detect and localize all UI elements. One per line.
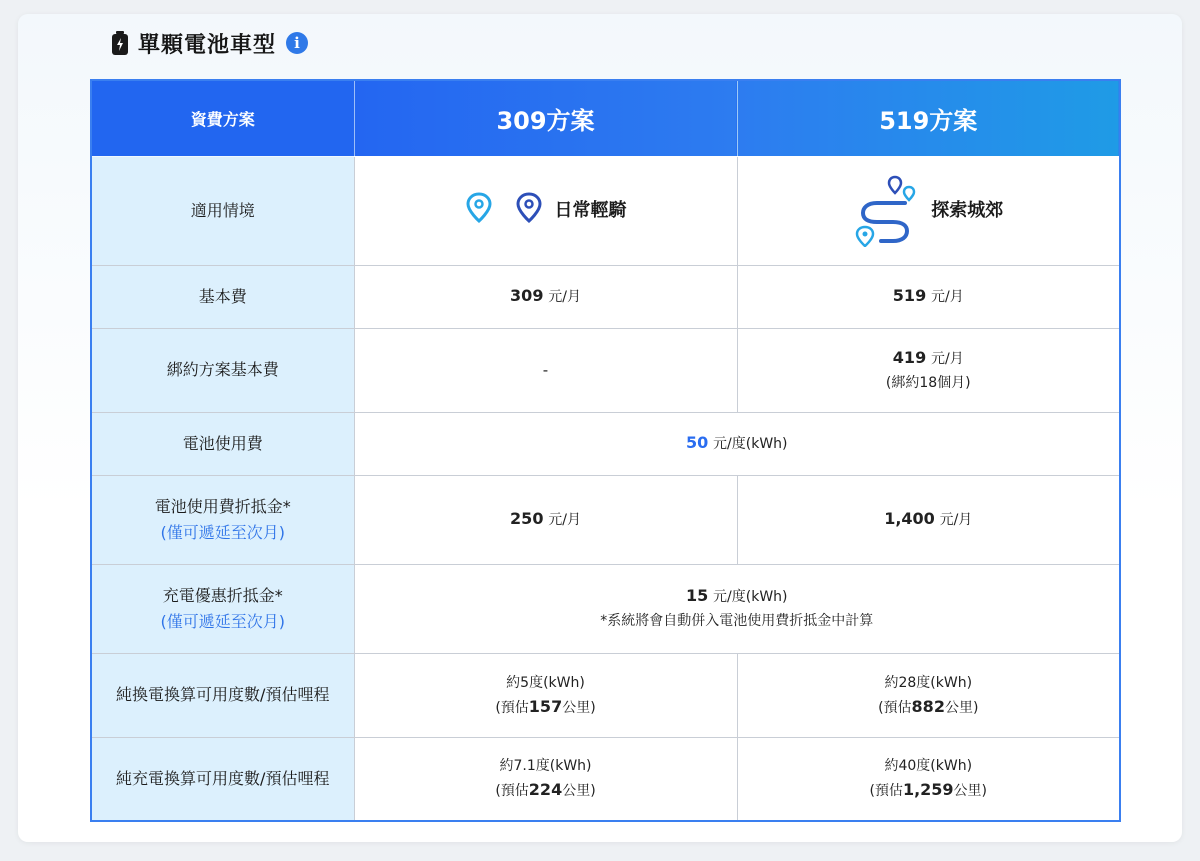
charge-credit-value (354, 564, 1120, 653)
row-label-battery-credit (91, 475, 354, 564)
table-header-row (91, 80, 1120, 156)
row-label-contract-fee: 綁約方案基本費 (91, 328, 354, 412)
row-label-charge-credit (91, 564, 354, 653)
battery-credit-519 (737, 475, 1120, 564)
post: 公里) (562, 783, 596, 800)
table-row (91, 265, 1120, 328)
km: 1,259 (902, 780, 954, 800)
value: 15 (685, 586, 709, 605)
unit: 元/度(kWh) (713, 589, 788, 605)
post: 公里) (953, 783, 988, 800)
unit: 元/月 (548, 512, 581, 528)
unit: 元/月 (548, 289, 581, 305)
post: 公里) (562, 699, 596, 716)
sub-label: (僅可遞延至次月) (160, 522, 285, 542)
value: 50 (685, 433, 709, 452)
table-row (91, 412, 1120, 475)
swap-range-519 (737, 653, 1120, 737)
table-row (91, 653, 1120, 737)
km: 157 (528, 696, 563, 716)
kwh: 約28度(kWh) (884, 674, 973, 691)
row-label-charge-range: 純充電換算可用度數/預估哩程 (91, 737, 354, 821)
charge-range-519 (737, 737, 1120, 821)
contract-fee-309: - (354, 328, 737, 412)
section-title-row (110, 28, 308, 58)
value: 250 (510, 509, 544, 528)
base-fee-309 (354, 265, 737, 328)
table-row (91, 156, 1120, 265)
pre: (預估 (878, 699, 912, 716)
pre: (預估 (869, 783, 903, 800)
swap-range-309 (354, 653, 737, 737)
row-label-base-fee: 基本費 (91, 265, 354, 328)
unit: 元/月 (930, 289, 964, 305)
unit: 元/度(kWh) (713, 436, 788, 452)
row-label-battery-fee: 電池使用費 (91, 412, 354, 475)
table-row (91, 564, 1120, 653)
route-pins-icon (465, 191, 543, 231)
pre: (預估 (495, 783, 529, 800)
unit: 元/月 (939, 512, 973, 528)
header-plan-309: 309方案 (354, 80, 737, 156)
row-label-scenario: 適用情境 (91, 156, 354, 265)
value: 309 (510, 286, 544, 305)
header-plan-519: 519方案 (737, 80, 1120, 156)
kwh: 約40度(kWh) (884, 758, 973, 775)
battery-fee-value (354, 412, 1120, 475)
header-plan-label: 資費方案 (91, 80, 354, 156)
table-row (91, 475, 1120, 564)
info-icon[interactable]: i (286, 32, 308, 54)
pricing-table (90, 79, 1121, 822)
row-label-swap-range: 純換電換算可用度數/預估哩程 (91, 653, 354, 737)
label: 充電優惠折抵金* (162, 585, 283, 605)
km: 224 (528, 780, 563, 800)
label: 電池使用費折抵金* (154, 496, 291, 516)
unit: 元/月 (930, 350, 964, 367)
km: 882 (911, 696, 945, 716)
scenario-519-text: 探索城郊 (931, 199, 1004, 221)
battery-credit-309 (354, 475, 737, 564)
table-row (91, 737, 1120, 821)
scenario-309-text: 日常輕騎 (554, 199, 627, 221)
kwh: 約5度(kWh) (506, 674, 585, 691)
pre: (預估 (495, 699, 529, 716)
note: *系統將會自動併入電池使用費折抵金中計算 (600, 613, 874, 629)
value: 519 (892, 286, 927, 305)
kwh: 約7.1度(kWh) (499, 758, 592, 775)
winding-road-icon (853, 175, 919, 247)
battery-icon (110, 30, 130, 56)
charge-range-309 (354, 737, 737, 821)
contract-fee-519 (737, 328, 1120, 412)
table-row (91, 328, 1120, 412)
post: 公里) (944, 699, 979, 716)
value: 1,400 (884, 509, 935, 528)
scenario-309 (354, 156, 737, 265)
value: 419 (892, 347, 927, 367)
note: (綁約18個月) (885, 374, 971, 391)
scenario-519 (737, 156, 1120, 265)
sub-label: (僅可遞延至次月) (160, 611, 285, 631)
base-fee-519 (737, 265, 1120, 328)
section-title: 單顆電池車型 (138, 32, 277, 58)
